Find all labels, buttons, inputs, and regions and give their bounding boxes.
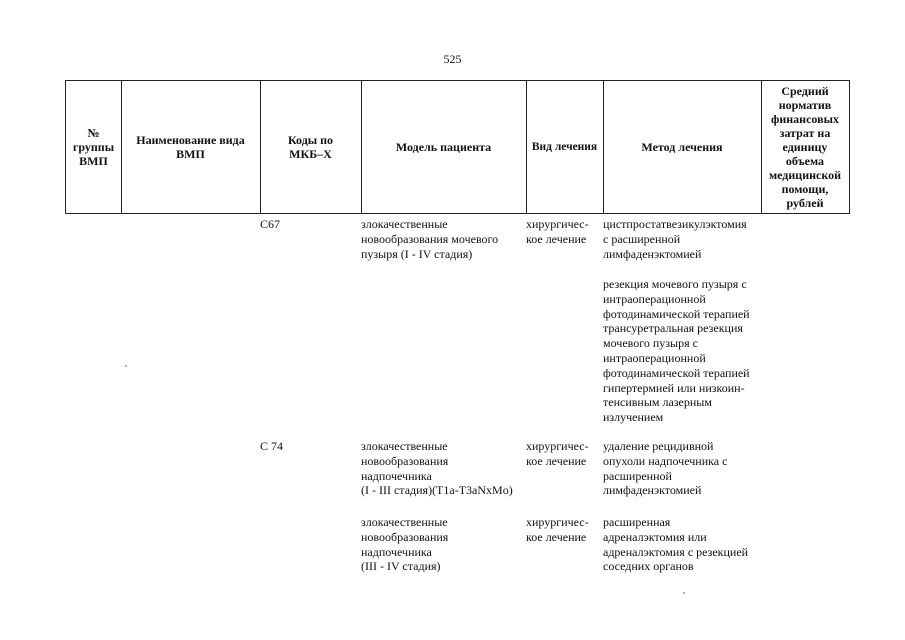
table-header — [65, 80, 850, 214]
header-icd-codes: Коды по МКБ–Х — [287, 133, 334, 161]
icd-code: С 74 — [260, 439, 284, 453]
header-patient-model: Модель пациента — [395, 140, 492, 154]
treatment-method: цистпростатвезикулэктомия с расширенной лимфаденэктомией — [603, 217, 747, 261]
patient-model: злокачественные новообразования надпочечника (III - IV стадия) — [361, 515, 449, 574]
patient-model: злокачественные новообразования надпочечника (I - III стадия)(T1a-T3aNxMo) — [361, 439, 513, 498]
page-number: 525 — [443, 52, 462, 66]
header-treatment-kind: Вид лечения — [531, 141, 598, 153]
header-treatment-method: Метод лечения — [641, 140, 723, 154]
header-financial-standard: Средний норматив финансовых затрат на единицу объема медицинской помощи, рублей — [768, 84, 842, 210]
scan-speck — [683, 592, 685, 594]
treatment-method: расширенная адреналэктомия или адреналэктомия с резекцией соседних органов — [603, 515, 749, 574]
header-vmp-name: Наименование вида ВМП — [136, 133, 245, 161]
treatment-kind: хирургичес- кое лечение — [526, 217, 589, 246]
treatment-kind: хирургичес- кое лечение — [526, 439, 589, 468]
treatment-method: резекция мочевого пузыря с интраоперационной фотодинамической терапией трансуретральная резекция мочевого пузыря с интраоперационной фотодинамической терапией гипертермией или низкоин- тенсивным лазерным излучением — [603, 277, 750, 425]
scan-speck — [125, 365, 127, 367]
treatment-method: удаление рецидивной опухоли надпочечника с расширенной лимфаденэктомией — [603, 439, 728, 498]
icd-code: С67 — [260, 217, 281, 231]
header-group-number: № группы ВМП — [72, 126, 115, 168]
treatment-kind: хирургичес- кое лечение — [526, 515, 589, 544]
patient-model: злокачественные новообразования мочевого пузыря (I - IV стадия) — [361, 217, 499, 261]
